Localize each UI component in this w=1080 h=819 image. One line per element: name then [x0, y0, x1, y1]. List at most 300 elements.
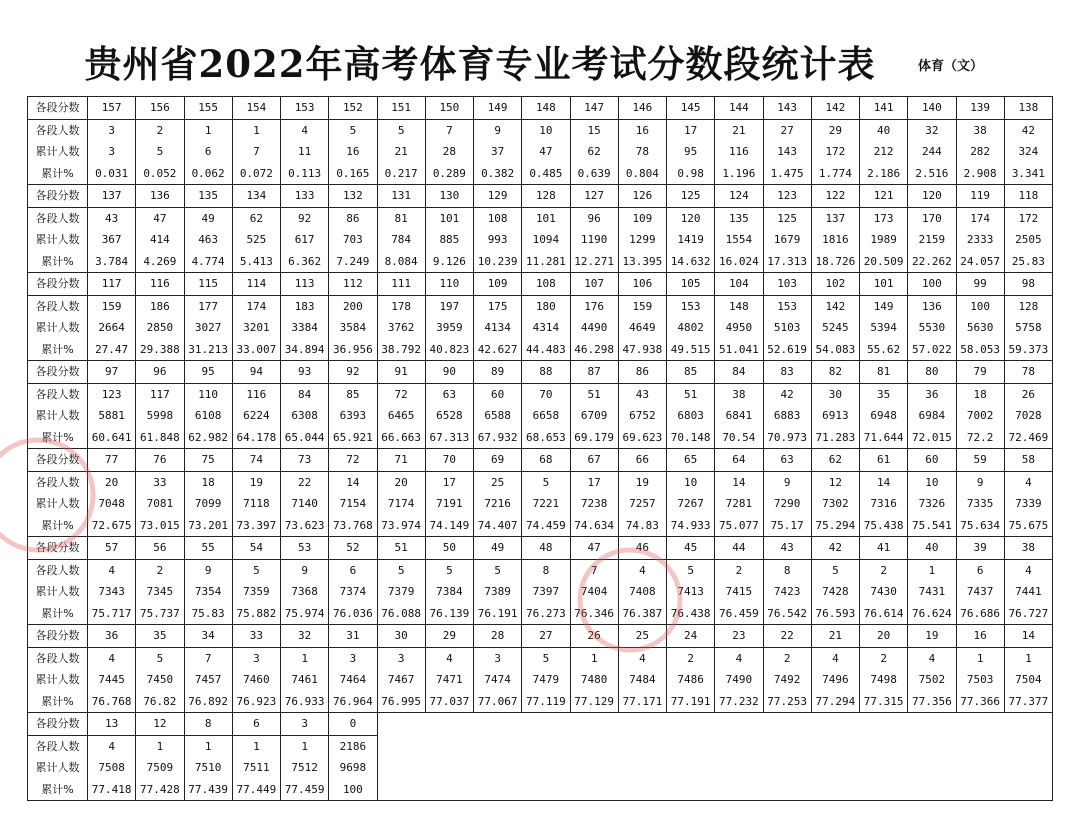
table-cell: 703: [329, 229, 377, 251]
table-cell: 10: [908, 471, 956, 493]
table-cell: 33: [136, 471, 184, 493]
table-cell: 150: [425, 97, 473, 120]
table-cell: 7140: [281, 493, 329, 515]
table-cell: 7461: [281, 669, 329, 691]
table-cell: 17: [570, 471, 618, 493]
table-cell: 9.126: [425, 251, 473, 273]
table-cell: 96: [136, 361, 184, 384]
table-cell: 68.653: [522, 427, 570, 449]
table-cell: 11: [281, 141, 329, 163]
table-cell: 7490: [715, 669, 763, 691]
table-cell: 7479: [522, 669, 570, 691]
percent-row: [28, 427, 1053, 449]
table-cell: 8: [184, 713, 232, 736]
count-row: [28, 735, 1053, 757]
table-cell: 31: [329, 625, 377, 648]
table-cell: 135: [715, 207, 763, 229]
table-cell: 71.644: [860, 427, 908, 449]
table-cell: 14: [329, 471, 377, 493]
table-cell: 138: [1004, 97, 1052, 120]
table-cell: 2.516: [908, 163, 956, 185]
table-cell: 50: [425, 537, 473, 560]
table-cell: 6913: [811, 405, 859, 427]
table-cell: 7048: [88, 493, 136, 515]
table-cell: 1: [281, 647, 329, 669]
table-cell: 16.024: [715, 251, 763, 273]
table-cell: 2: [763, 647, 811, 669]
table-cell: 122: [811, 185, 859, 208]
table-cell: 28: [474, 625, 522, 648]
table-cell: 114: [232, 273, 280, 296]
table-cell: 124: [715, 185, 763, 208]
table-cell: 74: [232, 449, 280, 472]
table-cell: 7028: [1004, 405, 1052, 427]
table-cell: 6841: [715, 405, 763, 427]
table-cell: 7: [570, 559, 618, 581]
table-cell: 70.973: [763, 427, 811, 449]
table-cell: 3027: [184, 317, 232, 339]
score-row: [28, 361, 1053, 384]
table-cell: 4: [618, 647, 666, 669]
table-cell: 80: [908, 361, 956, 384]
table-cell: 76.273: [522, 603, 570, 625]
table-cell: 4: [1004, 471, 1052, 493]
table-cell: 105: [667, 273, 715, 296]
row-label: 累计%: [28, 427, 88, 449]
table-cell: 52.619: [763, 339, 811, 361]
table-cell: 1: [184, 735, 232, 757]
table-cell: 7504: [1004, 669, 1052, 691]
table-cell: 12: [136, 713, 184, 736]
table-cell: 6658: [522, 405, 570, 427]
table-cell: 55: [184, 537, 232, 560]
table-cell: 75.077: [715, 515, 763, 537]
table-cell: 4802: [667, 317, 715, 339]
table-cell: 16: [956, 625, 1004, 648]
table-cell: 7290: [763, 493, 811, 515]
row-label: 累计人数: [28, 229, 88, 251]
table-cell: 153: [763, 295, 811, 317]
table-cell: 23: [715, 625, 763, 648]
table-cell: 180: [522, 295, 570, 317]
table-cell: 7: [232, 141, 280, 163]
table-cell: 60: [474, 383, 522, 405]
table-cell: 282: [956, 141, 1004, 163]
table-cell: 142: [811, 295, 859, 317]
table-cell: 47: [570, 537, 618, 560]
table-cell: 100: [956, 295, 1004, 317]
table-cell: 1554: [715, 229, 763, 251]
table-cell: 174: [232, 295, 280, 317]
table-cell: 70.148: [667, 427, 715, 449]
table-cell: 14: [860, 471, 908, 493]
table-cell: 74.459: [522, 515, 570, 537]
table-cell: 102: [811, 273, 859, 296]
table-cell: 3959: [425, 317, 473, 339]
table-cell: 116: [136, 273, 184, 296]
table-cell: 38: [715, 383, 763, 405]
table-cell: 4950: [715, 317, 763, 339]
table-cell: 51: [667, 383, 715, 405]
table-cell: 116: [715, 141, 763, 163]
table-cell: 136: [908, 295, 956, 317]
table-cell: 1094: [522, 229, 570, 251]
row-label: 累计人数: [28, 493, 88, 515]
table-cell: 5: [377, 559, 425, 581]
table-cell: 3762: [377, 317, 425, 339]
table-cell: 4490: [570, 317, 618, 339]
table-cell: 130: [425, 185, 473, 208]
table-cell: 146: [618, 97, 666, 120]
table-cell: 156: [136, 97, 184, 120]
table-cell: 41: [860, 537, 908, 560]
cumulative-row: [28, 317, 1053, 339]
table-cell: 77.037: [425, 691, 473, 713]
table-cell: 15: [570, 119, 618, 141]
table-cell: 1: [136, 735, 184, 757]
table-cell: 7343: [88, 581, 136, 603]
table-cell: 72: [377, 383, 425, 405]
table-cell: 74.933: [667, 515, 715, 537]
table-cell: 11.281: [522, 251, 570, 273]
table-cell: 2159: [908, 229, 956, 251]
table-cell: 76.139: [425, 603, 473, 625]
table-cell: 101: [522, 207, 570, 229]
table-cell: 5: [425, 559, 473, 581]
table-cell: 123: [88, 383, 136, 405]
table-cell: 3: [88, 119, 136, 141]
score-row: [28, 449, 1053, 472]
score-row: [28, 97, 1053, 120]
table-cell: 17.313: [763, 251, 811, 273]
table-cell: 8.084: [377, 251, 425, 273]
table-cell: 62.982: [184, 427, 232, 449]
table-cell: 6588: [474, 405, 522, 427]
table-cell: 19: [232, 471, 280, 493]
table-cell: 7281: [715, 493, 763, 515]
score-row: [28, 713, 1053, 736]
table-cell: 5394: [860, 317, 908, 339]
table-cell: 34: [184, 625, 232, 648]
table-cell: 73.974: [377, 515, 425, 537]
row-label: 各段人数: [28, 471, 88, 493]
table-cell: 73: [281, 449, 329, 472]
table-cell: 87: [570, 361, 618, 384]
table-cell: 78: [1004, 361, 1052, 384]
table-cell: 19: [908, 625, 956, 648]
table-cell: 76.768: [88, 691, 136, 713]
table-cell: 70: [522, 383, 570, 405]
table-cell: 153: [667, 295, 715, 317]
row-label: 各段分数: [28, 361, 88, 384]
table-cell: 7302: [811, 493, 859, 515]
table-cell: 101: [425, 207, 473, 229]
table-cell: 65.921: [329, 427, 377, 449]
table-cell: 22: [281, 471, 329, 493]
table-cell: 152: [329, 97, 377, 120]
table-cell: 37: [474, 141, 522, 163]
table-cell: 10: [667, 471, 715, 493]
table-cell: 9: [763, 471, 811, 493]
table-cell: 121: [860, 185, 908, 208]
table-cell: 20: [88, 471, 136, 493]
table-cell: 151: [377, 97, 425, 120]
table-cell: 49: [474, 537, 522, 560]
table-cell: 142: [811, 97, 859, 120]
table-cell: 84: [715, 361, 763, 384]
table-cell: 5: [136, 141, 184, 163]
table-cell: 17: [667, 119, 715, 141]
table-cell: 74.149: [425, 515, 473, 537]
table-cell: 75.974: [281, 603, 329, 625]
row-label: 累计人数: [28, 669, 88, 691]
table-cell: 112: [329, 273, 377, 296]
count-row: [28, 295, 1053, 317]
table-cell: 784: [377, 229, 425, 251]
row-label: 累计%: [28, 779, 88, 801]
table-cell: 26: [570, 625, 618, 648]
percent-row: [28, 339, 1053, 361]
count-row: [28, 559, 1053, 581]
table-cell: 66: [618, 449, 666, 472]
row-label: 累计人数: [28, 405, 88, 427]
table-cell: 38: [1004, 537, 1052, 560]
table-cell: 67.932: [474, 427, 522, 449]
table-cell: 5998: [136, 405, 184, 427]
table-cell: 1816: [811, 229, 859, 251]
table-cell: 76.614: [860, 603, 908, 625]
table-cell: 7326: [908, 493, 956, 515]
table-cell: 7099: [184, 493, 232, 515]
table-cell: 157: [88, 97, 136, 120]
table-cell: 8: [522, 559, 570, 581]
table-cell: 33: [232, 625, 280, 648]
row-label: 各段分数: [28, 713, 88, 736]
table-cell: 38.792: [377, 339, 425, 361]
table-cell: 33.007: [232, 339, 280, 361]
table-cell: 7502: [908, 669, 956, 691]
table-cell: 5103: [763, 317, 811, 339]
empty-cell: [377, 735, 1053, 757]
table-cell: 20.509: [860, 251, 908, 273]
table-cell: 12: [811, 471, 859, 493]
table-cell: 84: [281, 383, 329, 405]
table-cell: 9: [474, 119, 522, 141]
table-cell: 39: [956, 537, 1004, 560]
table-cell: 76.387: [618, 603, 666, 625]
table-cell: 9: [184, 559, 232, 581]
table-cell: 0.031: [88, 163, 136, 185]
table-cell: 77.418: [88, 779, 136, 801]
table-cell: 109: [618, 207, 666, 229]
table-cell: 65.044: [281, 427, 329, 449]
table-cell: 4: [1004, 559, 1052, 581]
table-cell: 2: [136, 119, 184, 141]
table-cell: 21: [377, 141, 425, 163]
table-cell: 7389: [474, 581, 522, 603]
table-cell: 58: [1004, 449, 1052, 472]
table-cell: 54.083: [811, 339, 859, 361]
table-cell: 74.407: [474, 515, 522, 537]
table-cell: 94: [232, 361, 280, 384]
table-cell: 0.639: [570, 163, 618, 185]
table-cell: 75.294: [811, 515, 859, 537]
table-cell: 75.717: [88, 603, 136, 625]
table-cell: 7428: [811, 581, 859, 603]
table-cell: 176: [570, 295, 618, 317]
table-cell: 63: [763, 449, 811, 472]
empty-cell: [377, 713, 1053, 736]
table-cell: 4: [908, 647, 956, 669]
table-cell: 51.041: [715, 339, 763, 361]
table-cell: 7174: [377, 493, 425, 515]
table-cell: 98: [1004, 273, 1052, 296]
table-cell: 44: [715, 537, 763, 560]
table-cell: 144: [715, 97, 763, 120]
table-cell: 62: [570, 141, 618, 163]
table-cell: 72.015: [908, 427, 956, 449]
table-cell: 14.632: [667, 251, 715, 273]
table-cell: 72.469: [1004, 427, 1052, 449]
row-label: 各段分数: [28, 537, 88, 560]
table-cell: 3201: [232, 317, 280, 339]
table-cell: 6465: [377, 405, 425, 427]
table-cell: 56: [136, 537, 184, 560]
table-cell: 14: [715, 471, 763, 493]
table-cell: 110: [425, 273, 473, 296]
table-cell: 2333: [956, 229, 1004, 251]
count-row: [28, 383, 1053, 405]
table-cell: 175: [474, 295, 522, 317]
table-cell: 71: [377, 449, 425, 472]
table-cell: 2.186: [860, 163, 908, 185]
table-cell: 73.623: [281, 515, 329, 537]
table-cell: 7: [425, 119, 473, 141]
table-cell: 36.956: [329, 339, 377, 361]
table-cell: 2505: [1004, 229, 1052, 251]
table-cell: 43: [618, 383, 666, 405]
table-cell: 3: [474, 647, 522, 669]
table-cell: 7384: [425, 581, 473, 603]
table-cell: 7503: [956, 669, 1004, 691]
table-cell: 1.774: [811, 163, 859, 185]
percent-row: [28, 603, 1053, 625]
table-cell: 7368: [281, 581, 329, 603]
table-cell: 36: [908, 383, 956, 405]
table-cell: 73.015: [136, 515, 184, 537]
table-cell: 7508: [88, 757, 136, 779]
table-cell: 2: [136, 559, 184, 581]
table-cell: 76.088: [377, 603, 425, 625]
table-cell: 76.892: [184, 691, 232, 713]
table-cell: 27.47: [88, 339, 136, 361]
table-cell: 77.439: [184, 779, 232, 801]
table-cell: 7480: [570, 669, 618, 691]
row-label: 各段分数: [28, 185, 88, 208]
table-cell: 147: [570, 97, 618, 120]
table-cell: 7423: [763, 581, 811, 603]
table-cell: 117: [136, 383, 184, 405]
table-cell: 2: [667, 647, 715, 669]
table-cell: 86: [329, 207, 377, 229]
table-cell: 76.593: [811, 603, 859, 625]
table-cell: 128: [1004, 295, 1052, 317]
empty-cell: [377, 757, 1053, 779]
table-cell: 126: [618, 185, 666, 208]
table-cell: 77.356: [908, 691, 956, 713]
table-cell: 6: [956, 559, 1004, 581]
table-cell: 7413: [667, 581, 715, 603]
row-label: 各段人数: [28, 735, 88, 757]
table-cell: 6883: [763, 405, 811, 427]
table-cell: 75.675: [1004, 515, 1052, 537]
table-cell: 993: [474, 229, 522, 251]
table-cell: 414: [136, 229, 184, 251]
table-cell: 36: [88, 625, 136, 648]
table-cell: 76.459: [715, 603, 763, 625]
table-cell: 42: [811, 537, 859, 560]
cumulative-row: [28, 229, 1053, 251]
table-cell: 65: [667, 449, 715, 472]
table-cell: 0.98: [667, 163, 715, 185]
page-title: 贵州省2022年高考体育专业考试分数段统计表: [84, 42, 876, 86]
table-cell: 5: [522, 647, 570, 669]
table-cell: 0: [329, 713, 377, 736]
table-cell: 113: [281, 273, 329, 296]
table-cell: 90: [425, 361, 473, 384]
row-label: 累计人数: [28, 757, 88, 779]
table-cell: 22.262: [908, 251, 956, 273]
table-cell: 178: [377, 295, 425, 317]
row-label: 累计%: [28, 251, 88, 273]
table-cell: 5530: [908, 317, 956, 339]
table-cell: 76.346: [570, 603, 618, 625]
table-cell: 77: [88, 449, 136, 472]
table-cell: 81: [377, 207, 425, 229]
table-cell: 3: [329, 647, 377, 669]
table-cell: 7379: [377, 581, 425, 603]
table-cell: 128: [522, 185, 570, 208]
table-cell: 137: [811, 207, 859, 229]
table-cell: 104: [715, 273, 763, 296]
table-cell: 131: [377, 185, 425, 208]
table-cell: 7471: [425, 669, 473, 691]
table-cell: 31.213: [184, 339, 232, 361]
table-cell: 1: [232, 735, 280, 757]
table-cell: 13: [88, 713, 136, 736]
table-cell: 6393: [329, 405, 377, 427]
table-cell: 174: [956, 207, 1004, 229]
table-cell: 47.938: [618, 339, 666, 361]
table-cell: 197: [425, 295, 473, 317]
table-cell: 140: [908, 97, 956, 120]
table-cell: 106: [618, 273, 666, 296]
table-cell: 212: [860, 141, 908, 163]
table-cell: 125: [667, 185, 715, 208]
table-cell: 72.2: [956, 427, 1004, 449]
table-cell: 76.933: [281, 691, 329, 713]
table-cell: 27: [763, 119, 811, 141]
table-cell: 66.663: [377, 427, 425, 449]
table-cell: 6224: [232, 405, 280, 427]
table-cell: 244: [908, 141, 956, 163]
table-cell: 148: [715, 295, 763, 317]
table-cell: 1.196: [715, 163, 763, 185]
score-distribution-table-container: [27, 96, 1053, 801]
table-cell: 25: [618, 625, 666, 648]
table-cell: 79: [956, 361, 1004, 384]
table-cell: 6709: [570, 405, 618, 427]
